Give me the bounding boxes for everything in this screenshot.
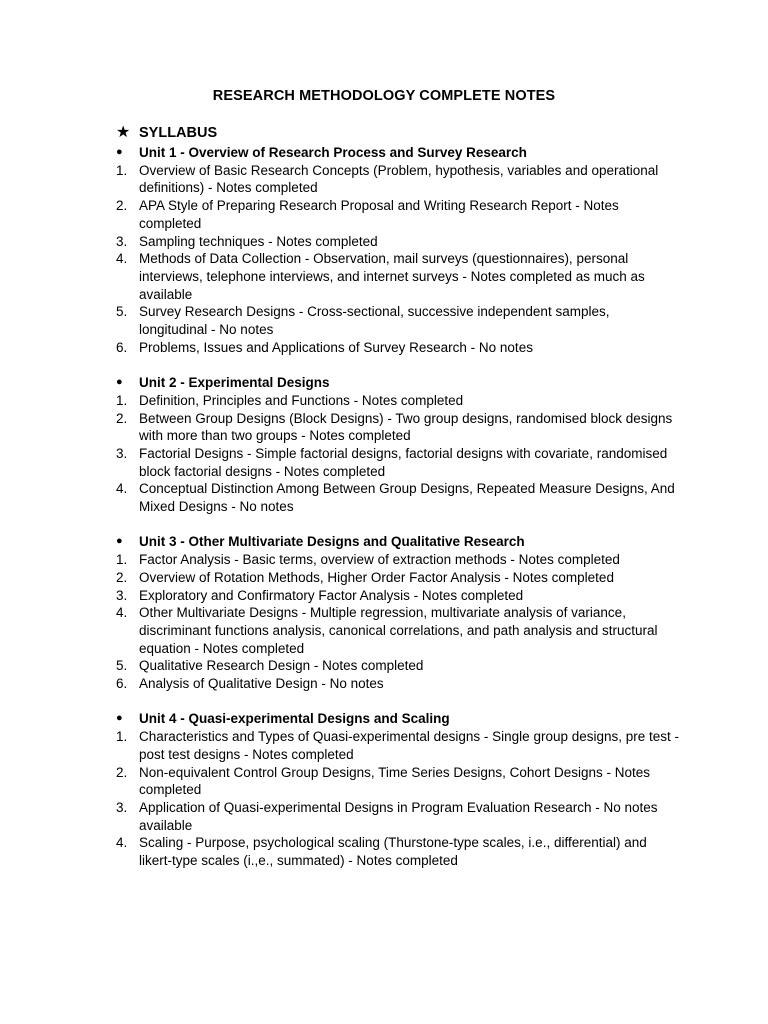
item-number: 5. (116, 304, 128, 320)
section-spacer (116, 516, 681, 534)
list-item (116, 587, 681, 605)
item-number: 2. (116, 764, 128, 780)
item-number: 4. (116, 251, 128, 267)
item-number: 2. (116, 198, 128, 214)
item-number: 4. (116, 835, 128, 851)
item-text: Between Group Designs (Block Designs) - Two group designs, randomised block designs with more than two groups - Notes completed (139, 410, 673, 444)
list-item (116, 392, 681, 410)
list-item (116, 445, 681, 480)
unit-heading (116, 533, 681, 551)
item-text: Characteristics and Types of Quasi-experimental designs - Single group designs, pre test - post test designs - Notes completed (139, 729, 680, 762)
list-item (116, 799, 681, 834)
list-item (116, 834, 681, 869)
bullet-icon: ● (116, 146, 123, 158)
list-item (116, 764, 681, 799)
list-item (116, 303, 681, 338)
list-item (116, 410, 681, 445)
list-item (116, 480, 681, 515)
list-item (116, 197, 681, 232)
item-text: Overview of Basic Research Concepts (Problem, hypothesis, variables and operational definitions) - Notes completed (139, 162, 659, 196)
syllabus-heading-text: SYLLABUS (139, 125, 218, 141)
unit-heading-text: Unit 3 - Other Multivariate Designs and Qualitative Research (139, 534, 525, 550)
item-text: Factor Analysis - Basic terms, overview of extraction methods - Notes completed (139, 552, 620, 568)
bullet-icon: ● (116, 712, 123, 725)
list-item (116, 675, 681, 693)
document-title: RESEARCH METHODOLOGY COMPLETE NOTES (212, 88, 556, 104)
list-item (116, 250, 681, 303)
list-item (116, 569, 681, 587)
item-text: Scaling - Purpose, psychological scaling (Thurstone-type scales, i.e., differential) and likert-type scales (i.,e., summated) - Notes completed (139, 835, 647, 869)
item-number: 6. (116, 676, 128, 692)
item-number: 2. (116, 410, 128, 426)
section-spacer (116, 356, 681, 374)
bullet-icon: ● (116, 376, 123, 389)
item-number: 2. (116, 569, 128, 585)
list-item (116, 604, 681, 657)
list-item (116, 728, 681, 763)
item-number: 5. (116, 658, 128, 674)
item-text: Conceptual Distinction Among Between Group Designs, Repeated Measure Designs, And Mixed Designs - No notes (139, 481, 675, 515)
item-number: 1. (116, 162, 128, 178)
item-text: Methods of Data Collection - Observation, mail surveys (questionnaires), personal interviews, telephone interviews, and internet surveys - Notes completed as much as available (139, 251, 645, 302)
bullet-icon: ● (116, 535, 123, 548)
item-text: APA Style of Preparing Research Proposal and Writing Research Report - Notes completed (139, 198, 619, 231)
item-number: 3. (116, 799, 128, 815)
item-number: 1. (116, 552, 128, 568)
list-item (116, 339, 681, 357)
item-number: 4. (116, 605, 128, 621)
list-item (116, 233, 681, 251)
item-number: 3. (116, 233, 128, 249)
item-number: 1. (116, 392, 128, 408)
unit-heading-text: Unit 2 - Experimental Designs (139, 375, 330, 391)
item-text: Definition, Principles and Functions - Notes completed (139, 392, 464, 408)
item-text: Qualitative Research Design - Notes completed (139, 658, 424, 674)
item-number: 3. (116, 445, 128, 461)
item-text: Other Multivariate Designs - Multiple regression, multivariate analysis of variance, discriminant functions analysis, canonical correlations, and path analysis and structural equation - Notes completed (139, 605, 658, 656)
item-number: 6. (116, 339, 128, 355)
syllabus-content (116, 144, 681, 870)
item-number: 1. (116, 729, 128, 745)
item-text: Sampling techniques - Notes completed (139, 233, 378, 249)
star-icon: ★ (116, 124, 131, 141)
unit-heading (116, 144, 681, 162)
section-spacer (116, 693, 681, 711)
item-text: Exploratory and Confirmatory Factor Analysis - Notes completed (139, 587, 524, 603)
item-text: Problems, Issues and Applications of Survey Research - No notes (139, 339, 533, 355)
item-text: Overview of Rotation Methods, Higher Order Factor Analysis - Notes completed (139, 569, 614, 585)
item-text: Factorial Designs - Simple factorial designs, factorial designs with covariate, randomised block factorial designs - Notes completed (139, 445, 668, 479)
unit-heading (116, 710, 681, 728)
list-item (116, 162, 681, 197)
unit-heading (116, 374, 681, 392)
item-text: Non-equivalent Control Group Designs, Time Series Designs, Cohort Designs - Notes completed (139, 764, 650, 798)
item-text: Survey Research Designs - Cross-sectional, successive independent samples, longitudinal - No notes (139, 304, 610, 338)
item-text: Application of Quasi-experimental Designs in Program Evaluation Research - No notes available (139, 799, 658, 833)
syllabus-heading (116, 124, 217, 142)
unit-heading-text: Unit 4 - Quasi-experimental Designs and Scaling (139, 711, 450, 727)
list-item (116, 551, 681, 569)
item-number: 3. (116, 587, 128, 603)
item-text: Analysis of Qualitative Design - No notes (139, 676, 384, 692)
item-number: 4. (116, 481, 128, 497)
list-item (116, 657, 681, 675)
unit-heading-text: Unit 1 - Overview of Research Process and Survey Research (139, 145, 527, 160)
